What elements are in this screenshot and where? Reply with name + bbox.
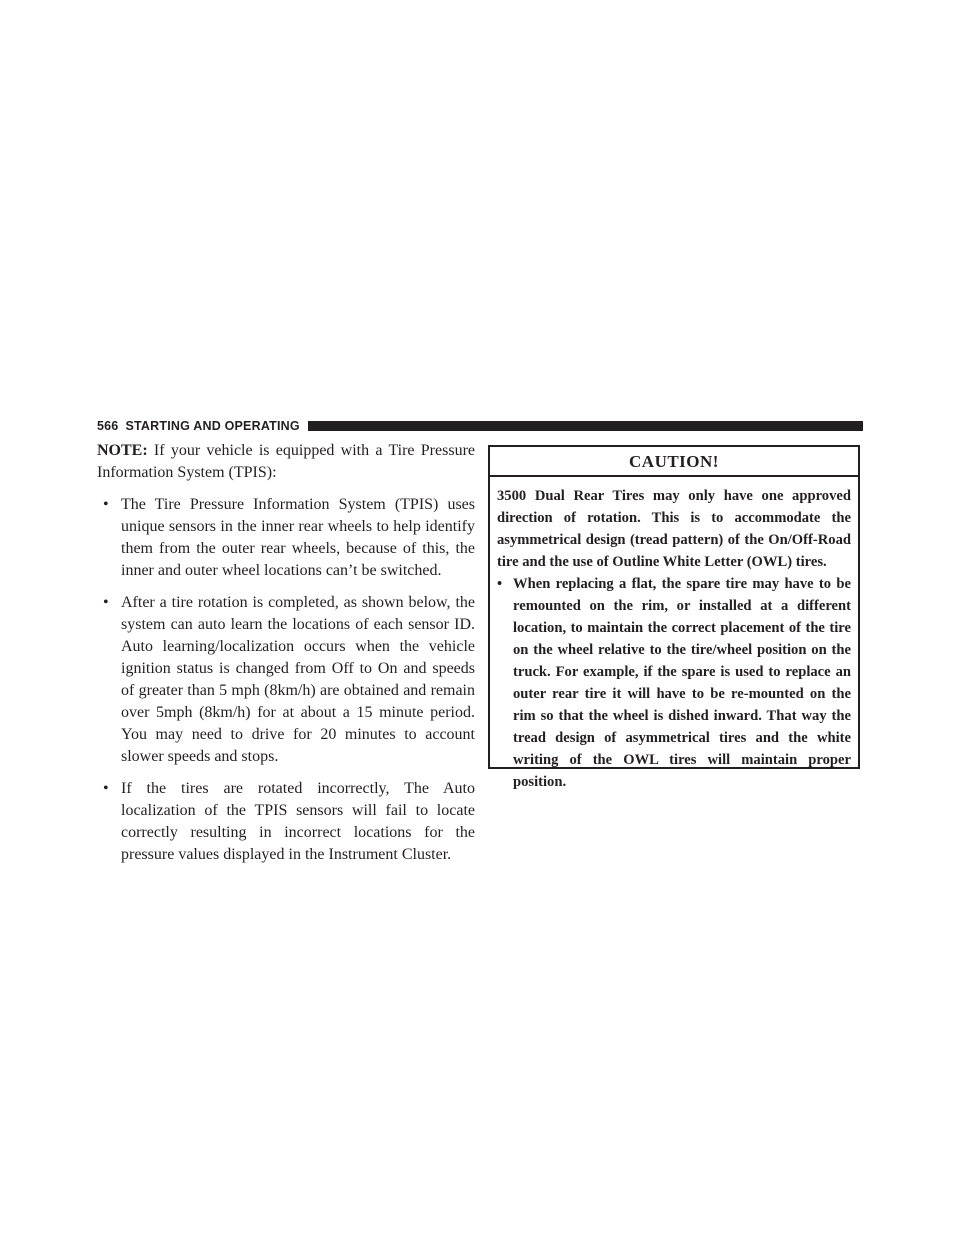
bullet-icon: • [497, 576, 503, 592]
bullet-icon: • [103, 780, 109, 797]
note-label: NOTE: [97, 442, 148, 459]
bullet-icon: • [103, 594, 109, 611]
bullet-icon: • [103, 496, 109, 513]
header-rule [308, 421, 863, 431]
list-item [497, 573, 851, 793]
bullet-text: If the tires are rotated incorrectly, The Auto localization of the TPIS sensors will fail to locate correctly resulting in incorrect locations for the pressure values displayed in the Instrument Cluster. [121, 780, 475, 863]
bullet-text: The Tire Pressure Information System (TPIS) uses unique sensors in the inner rear wheels to help identify them from the outer rear wheels, because of this, the inner and outer wheel locations can’t be switched. [121, 496, 475, 579]
caution-box [488, 445, 860, 790]
page-header [97, 418, 863, 434]
list-item [97, 494, 475, 582]
list-item [97, 592, 475, 768]
note-section [97, 440, 475, 866]
caution-intro: 3500 Dual Rear Tires may only have one approved direction of rotation. This is to accommodate the asymmetrical design (tread pattern) of the On/Off-Road tire and the use of Outline White Letter (OWL) tires. [497, 488, 851, 570]
caution-title: CAUTION! [490, 447, 858, 477]
note-paragraph [97, 440, 475, 484]
caution-bullet-text: When replacing a flat, the spare tire may have to be remounted on the rim, or installed at a different location, to maintain the correct placement of the tire on the wheel relative to the tire/wheel position on the truck. For example, if the spare is used to replace an outer rear tire it will have to be re-mounted on the rim so that the wheel is dished inward. That way the tread design of asymmetrical tires and the white writing of the OWL tires will maintain proper position. [513, 576, 851, 790]
note-bullet-list [97, 494, 475, 866]
caution-body [490, 477, 858, 793]
list-item [97, 778, 475, 866]
page-number: 566 [97, 419, 119, 433]
note-text: If your vehicle is equipped with a Tire Pressure Information System (TPIS): [97, 442, 475, 481]
bullet-text: After a tire rotation is completed, as shown below, the system can auto learn the locations of each sensor ID. Auto learning/localization occurs when the vehicle ignition status is changed from Off to On and speeds of greater than 5 mph (8km/h) are obtained and remain over 5mph (8km/h) for at about a 15 minute period. You may need to drive for 20 minutes to account slower speeds and stops. [121, 594, 475, 765]
section-title: STARTING AND OPERATING [125, 419, 300, 433]
